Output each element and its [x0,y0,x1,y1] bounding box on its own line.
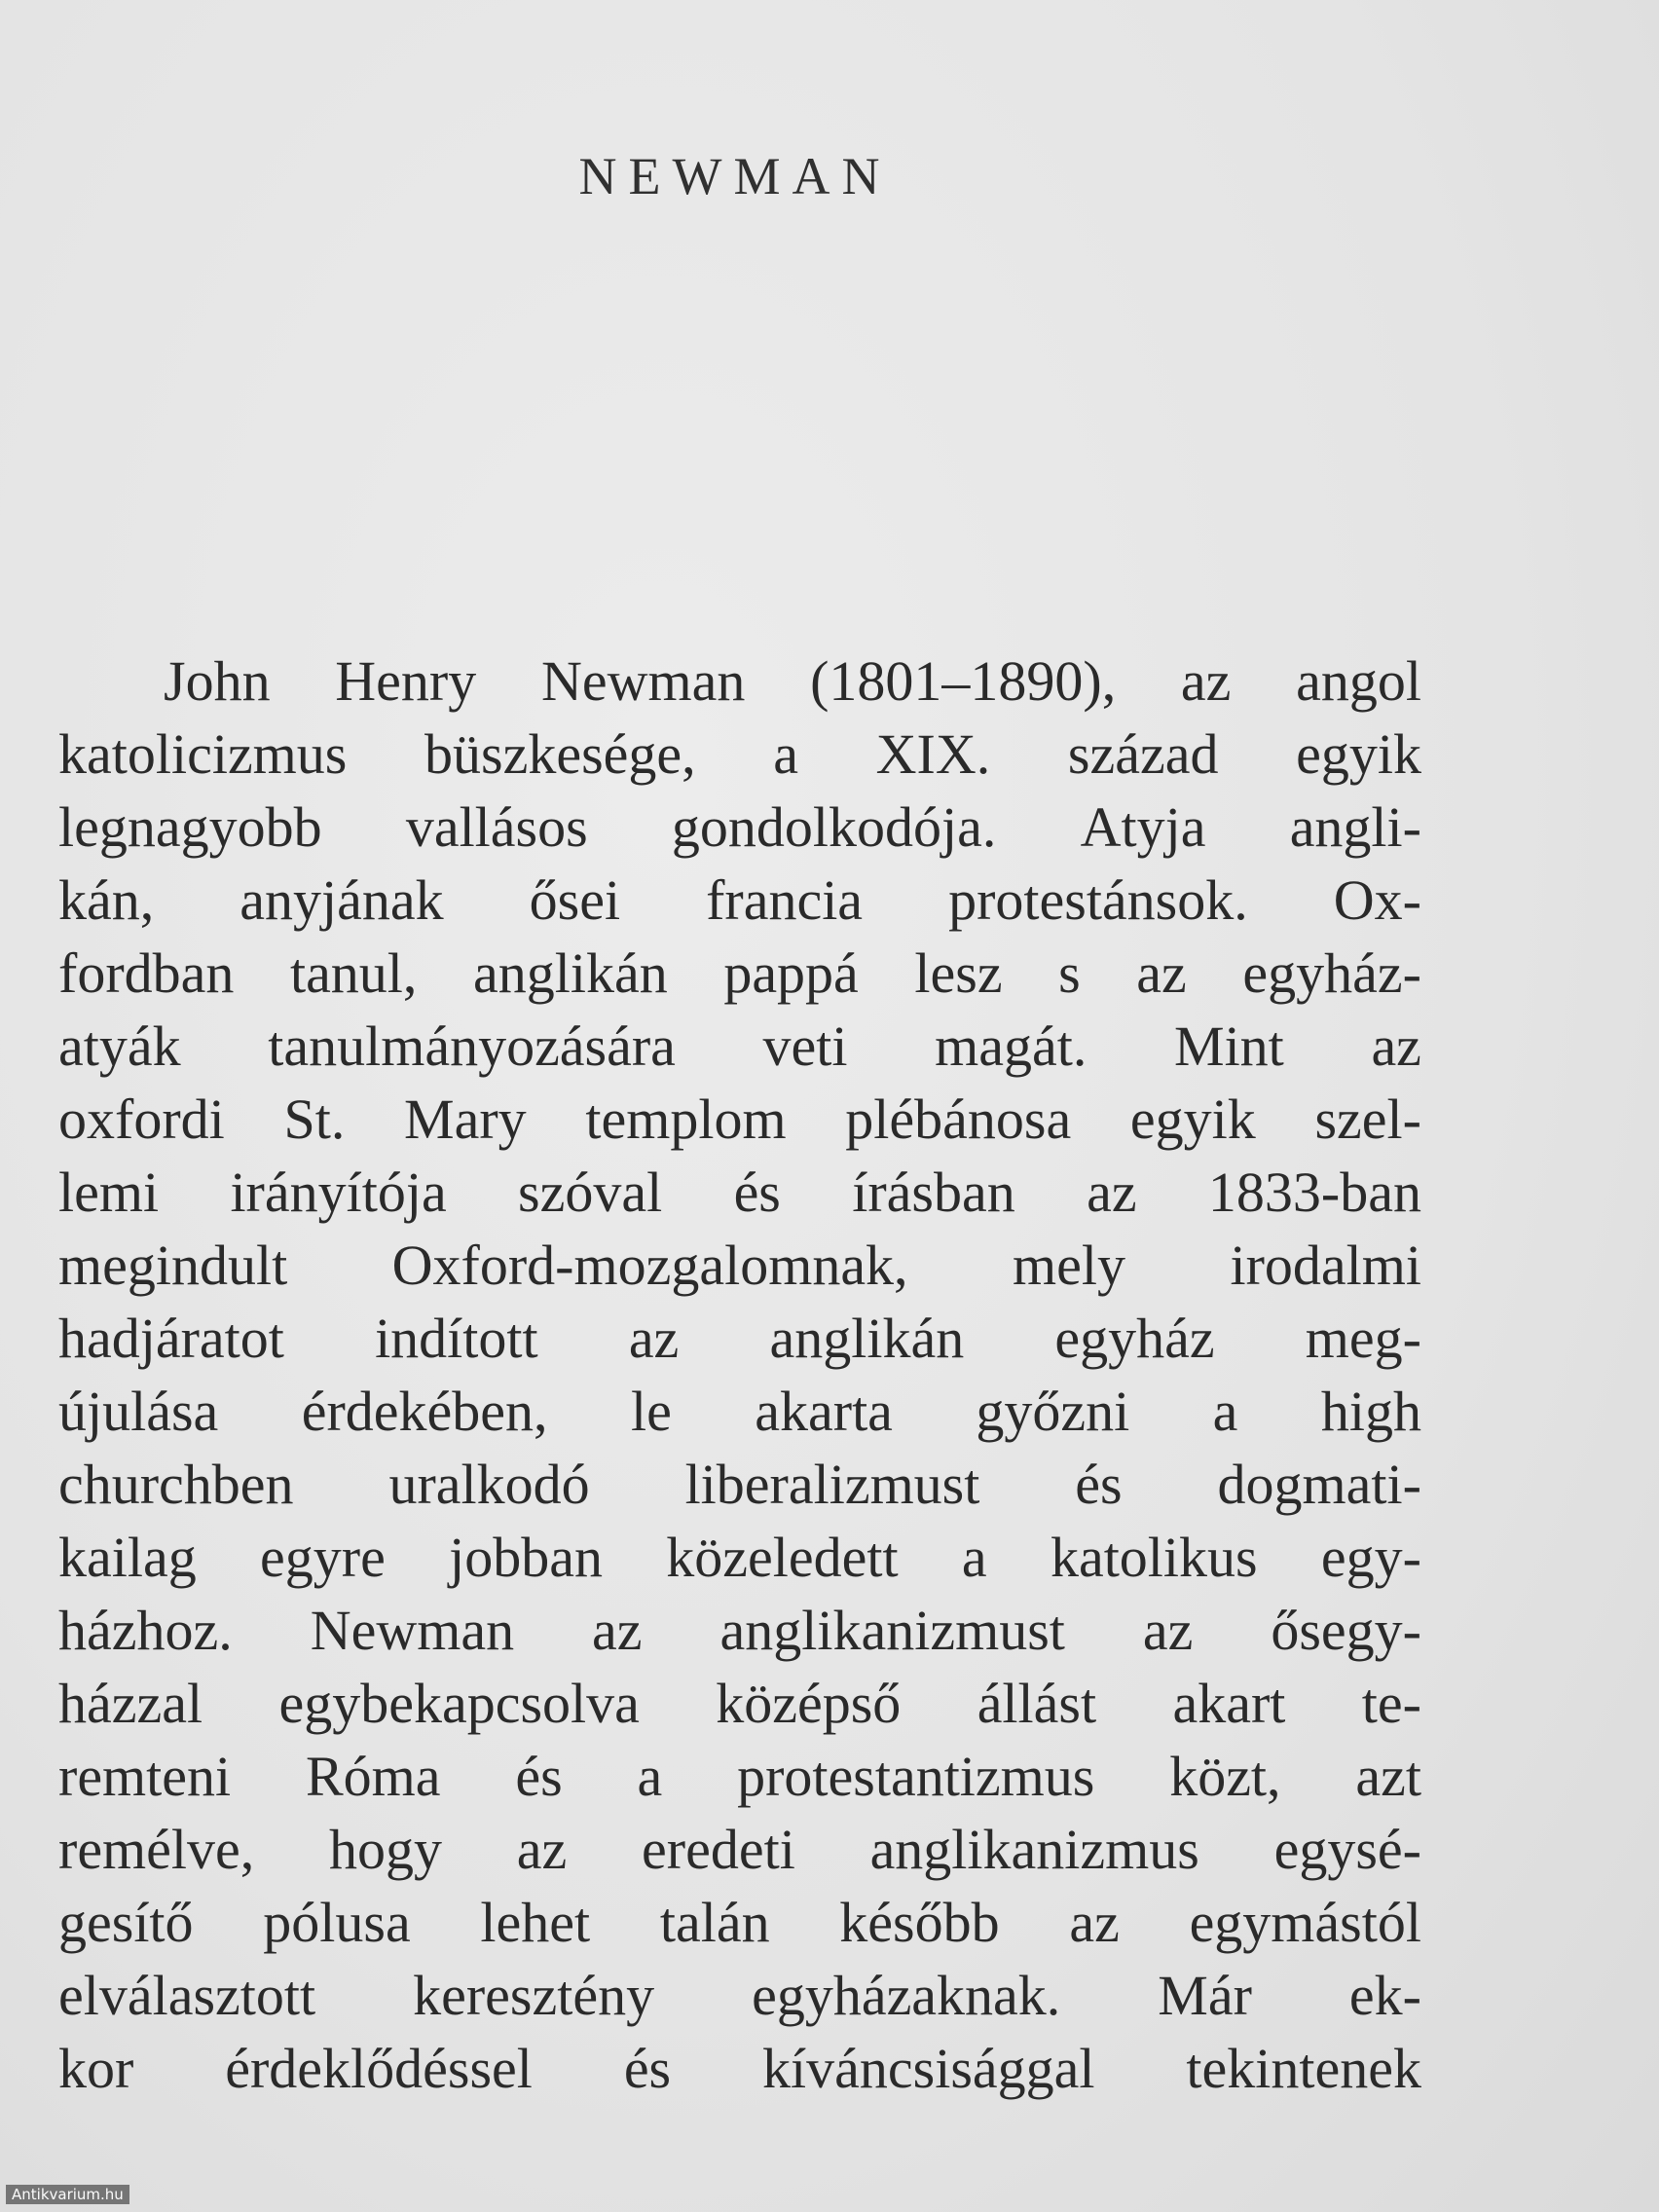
word: talán [659,1891,770,1954]
word: protestánsok. [948,868,1248,932]
word: anglikán [473,941,668,1005]
word: s [1058,941,1081,1005]
text-line [58,645,1421,718]
word: mely [1013,1234,1125,1297]
word: győzni [976,1380,1130,1443]
word: hadjáratot [58,1307,284,1370]
word: akarta [755,1380,893,1443]
word: és [733,1161,781,1224]
word: francia [706,868,864,932]
word: újulása [58,1380,219,1443]
word: atyák [58,1014,181,1078]
word: magát. [935,1014,1088,1078]
word: később [839,1891,1000,1954]
word: Henry [335,649,477,713]
text-line [58,864,1421,937]
word: vallásos [405,795,588,859]
watermark: Antikvarium.hu [6,2185,129,2204]
word: házhoz. [58,1599,233,1662]
word: angli- [1289,795,1421,859]
word: kor [58,2037,134,2100]
word: elválasztott [58,1964,316,2027]
word: lemi [58,1161,160,1224]
word: (1801–1890), [810,649,1117,713]
word: a [773,722,799,786]
word: Atyja [1080,795,1206,859]
word: egymástól [1189,1891,1421,1954]
word: John [164,649,271,713]
word: liberalizmust [684,1453,980,1516]
word: lehet [480,1891,591,1954]
text-line [58,1010,1421,1083]
word: érdekében, [301,1380,548,1443]
word: Ox- [1333,868,1421,932]
word: és [1075,1453,1123,1516]
word: kailag [58,1526,197,1589]
word: közt, [1169,1745,1281,1808]
word: le [630,1380,672,1443]
body-paragraph [58,645,1421,2105]
word: legnagyobb [58,795,322,859]
word: kíváncsisággal [762,2037,1095,2100]
word: az [1371,1014,1421,1078]
word: közeledett [666,1526,899,1589]
word: a [1212,1380,1238,1443]
word: büszkesége, [424,722,696,786]
word: anyjának [240,868,444,932]
word: egyre [260,1526,386,1589]
word: az [628,1307,680,1370]
word: katolikus [1050,1526,1258,1589]
word: ősegy- [1271,1599,1421,1662]
word: protestantizmus [737,1745,1095,1808]
word: templom [585,1088,787,1151]
word: érdeklődéssel [225,2037,533,2100]
text-line [58,1667,1421,1740]
word: középső [716,1672,902,1735]
word: plébánosa [845,1088,1072,1151]
word: meg- [1305,1307,1421,1370]
word: szóval [518,1161,663,1224]
word: Mary [404,1088,527,1151]
word: tekintenek [1186,2037,1421,2100]
word: lesz [914,941,1003,1005]
word: és [623,2037,672,2100]
word: katolicizmus [58,722,348,786]
word: és [515,1745,563,1808]
text-line [58,1302,1421,1375]
word: Már [1158,1964,1252,2027]
text-line [58,1521,1421,1594]
text-line [58,718,1421,791]
word: eredeti [642,1818,795,1881]
word: az [516,1818,568,1881]
word: egyik [1129,1088,1256,1151]
word: anglikán [769,1307,965,1370]
word: pólusa [263,1891,411,1954]
text-line [58,1813,1421,1886]
word: egyházaknak. [752,1964,1061,2027]
word: a [961,1526,987,1589]
word: fordban [58,941,235,1005]
word: 1833-ban [1207,1161,1421,1224]
text-line [58,1156,1421,1229]
word: uralkodó [388,1453,590,1516]
text-line [58,1594,1421,1667]
word: egy- [1320,1526,1421,1589]
word: St. [283,1088,346,1151]
word: kán, [58,868,155,932]
word: irodalmi [1230,1234,1421,1297]
text-line [58,1448,1421,1521]
word: churchben [58,1453,294,1516]
text-line [58,1375,1421,1448]
text-line [58,937,1421,1010]
word: high [1320,1380,1421,1443]
word: az [1142,1599,1194,1662]
word: tanul, [289,941,418,1005]
word: Newman [540,649,746,713]
word: Oxford-mozgalomnak, [391,1234,908,1297]
word: az [1180,649,1232,713]
word: a [637,1745,663,1808]
word: írásban [852,1161,1015,1224]
word: állást [977,1672,1097,1735]
word: az [592,1599,643,1662]
word: dogmati- [1217,1453,1421,1516]
word: anglikanizmust [719,1599,1065,1662]
word: tanulmányozására [268,1014,676,1078]
text-line [58,1959,1421,2032]
word: gondolkodója. [671,795,997,859]
word: remteni [58,1745,232,1808]
word: Mint [1174,1014,1284,1078]
word: ek- [1348,1964,1421,2027]
word: hogy [329,1818,443,1881]
word: egyház [1054,1307,1215,1370]
word: irányítója [230,1161,447,1224]
word: pappá [723,941,859,1005]
word: Róma [305,1745,441,1808]
word: indított [375,1307,538,1370]
word: szel- [1314,1088,1421,1151]
word: század [1067,722,1219,786]
word: ősei [529,868,621,932]
word: oxfordi [58,1088,225,1151]
word: gesítő [58,1891,194,1954]
chapter-title: NEWMAN [578,147,892,205]
word: az [1136,941,1187,1005]
text-line [58,1886,1421,1959]
text-line [58,791,1421,864]
word: azt [1355,1745,1421,1808]
word: veti [762,1014,848,1078]
word: házzal [58,1672,203,1735]
word: remélve, [58,1818,255,1881]
word: az [1069,1891,1120,1954]
word: akart [1172,1672,1286,1735]
text-line [58,2032,1421,2105]
word: jobban [449,1526,603,1589]
word: egybekapcsolva [278,1672,640,1735]
word: te- [1361,1672,1421,1735]
text-line [58,1740,1421,1813]
word: keresztény [413,1964,655,2027]
word: egysé- [1273,1818,1421,1881]
word: megindult [58,1234,288,1297]
word: egyház- [1242,941,1421,1005]
word: angol [1296,649,1421,713]
text-line [58,1083,1421,1156]
word: az [1087,1161,1137,1224]
word: XIX. [875,722,991,786]
text-line [58,1229,1421,1302]
word: Newman [310,1599,515,1662]
word: egyik [1296,722,1421,786]
word: anglikanizmus [869,1818,1199,1881]
